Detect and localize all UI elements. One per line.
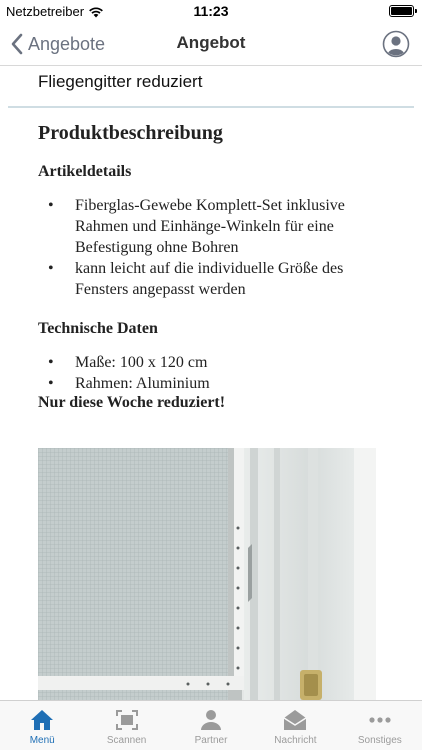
description-heading: Produktbeschreibung xyxy=(38,122,223,144)
details-list xyxy=(38,195,388,300)
user-profile-icon[interactable] xyxy=(382,30,410,58)
back-button-label: Angebote xyxy=(28,33,106,54)
scan-icon xyxy=(114,708,140,732)
status-time: 11:23 xyxy=(193,3,229,19)
tab-label: Menü xyxy=(29,735,55,746)
tech-list xyxy=(38,352,388,394)
tab-bar xyxy=(0,700,422,750)
tab-partner[interactable] xyxy=(169,701,253,750)
list-item: • Fiberglas-Gewebe Komplett-Set inklusive Rahmen und Einhänge-Winkeln für eine Befestigung ohne Bohren xyxy=(38,195,388,258)
list-item: • Rahmen: Aluminium xyxy=(38,373,388,394)
status-bar xyxy=(0,0,422,22)
details-heading: Artikeldetails xyxy=(38,163,132,180)
home-icon xyxy=(29,708,55,732)
tab-label: Partner xyxy=(194,735,228,746)
list-item: • kann leicht auf die individuelle Größe des Fensters angepasst werden xyxy=(38,258,388,300)
more-icon xyxy=(367,708,393,732)
tab-label: Sonstiges xyxy=(357,735,402,746)
mail-icon xyxy=(282,708,308,732)
battery-icon xyxy=(389,5,414,17)
tech-heading: Technische Daten xyxy=(38,320,158,337)
page-title: Angebot xyxy=(176,33,246,52)
header-divider xyxy=(8,106,414,108)
partner-icon xyxy=(198,708,224,732)
tab-more[interactable] xyxy=(338,701,422,750)
promo-highlight: Nur diese Woche reduziert! xyxy=(38,394,226,411)
product-description xyxy=(38,122,388,412)
tab-scan[interactable] xyxy=(84,701,168,750)
tab-menu[interactable] xyxy=(0,701,84,750)
product-image xyxy=(38,448,376,700)
tab-label: Scannen xyxy=(106,735,147,746)
offer-title: Fliegengitter reduziert xyxy=(38,72,203,91)
tab-label: Nachricht xyxy=(274,735,317,746)
tab-message[interactable] xyxy=(253,701,337,750)
carrier-name: Netzbetreiber xyxy=(6,4,85,19)
list-item: • Maße: 100 x 120 cm xyxy=(38,352,388,373)
navigation-bar xyxy=(0,22,422,66)
